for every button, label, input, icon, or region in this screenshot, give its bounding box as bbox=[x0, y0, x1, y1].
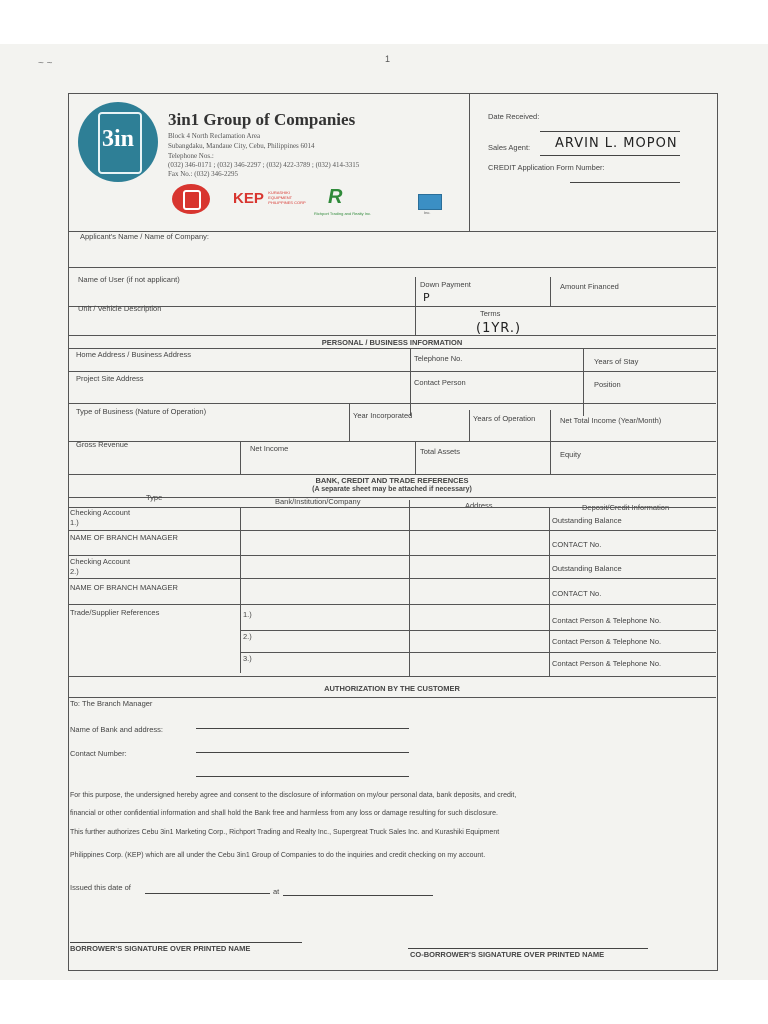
contact-person-tel-3-label: Contact Person & Telephone No. bbox=[552, 659, 662, 668]
company-fax: Fax No.: (032) 346-2295 bbox=[168, 170, 238, 178]
col-deposit-label: Deposit/Credit Information bbox=[582, 503, 670, 512]
rule bbox=[349, 403, 350, 441]
richport-logo bbox=[328, 186, 342, 209]
form-border bbox=[68, 93, 718, 971]
contact-number-label: Contact Number: bbox=[70, 749, 127, 758]
kep-logo bbox=[233, 190, 308, 208]
terms-value: (1YR.) bbox=[476, 321, 522, 336]
rule bbox=[68, 306, 716, 307]
rule bbox=[68, 530, 716, 531]
rule bbox=[68, 507, 716, 508]
rule bbox=[68, 555, 716, 556]
page-number: 1 bbox=[385, 54, 391, 64]
year-incorporated-label: Year Incorporated bbox=[353, 411, 413, 420]
personal-section-title: PERSONAL / BUSINESS INFORMATION bbox=[321, 338, 463, 347]
header-divider bbox=[469, 93, 470, 231]
project-site-label: Project Site Address bbox=[76, 374, 144, 383]
rule bbox=[68, 497, 716, 498]
col-type-label: Type bbox=[146, 493, 163, 502]
outstanding-balance-2-label: Outstanding Balance bbox=[552, 564, 622, 573]
contact-person-label: Contact Person bbox=[414, 378, 466, 387]
outstanding-balance-1-label: Outstanding Balance bbox=[552, 516, 622, 525]
company-name: 3in1 Group of Companies bbox=[168, 110, 356, 129]
supergreat-logo-subtext: Inc. bbox=[424, 210, 431, 215]
unit-description-label: Unit / Vehicle Description bbox=[78, 304, 162, 313]
to-branch-manager-label: To: The Branch Manager bbox=[70, 699, 153, 708]
rule bbox=[550, 410, 551, 474]
checking-account-1-number: 1.) bbox=[70, 518, 79, 527]
telephone-no-label: Telephone No. bbox=[414, 354, 463, 363]
rule bbox=[550, 277, 551, 306]
consent-line-2: financial or other confidential information and shall hold the Bank free and harmless from any loss or damage resulting for such disclosure. bbox=[70, 810, 499, 817]
total-assets-label: Total Assets bbox=[420, 447, 461, 456]
date-received-label: Date Received: bbox=[488, 112, 540, 121]
rule bbox=[68, 578, 716, 579]
rule bbox=[68, 441, 716, 442]
borrower-signature-line bbox=[70, 942, 302, 943]
down-payment-value: P bbox=[423, 291, 431, 304]
rule bbox=[583, 348, 584, 416]
terms-label: Terms bbox=[480, 309, 501, 318]
kep-logo-subtext: KURASHIKI EQUIPMENT PHILIPPINES CORP bbox=[268, 190, 306, 205]
coborrower-signature-label: CO-BORROWER'S SIGNATURE OVER PRINTED NAME bbox=[410, 950, 605, 959]
rule bbox=[415, 441, 416, 474]
sales-agent-label: Sales Agent: bbox=[488, 143, 531, 152]
trade-ref-2-number: 2.) bbox=[243, 632, 252, 641]
rule bbox=[240, 507, 241, 673]
rule bbox=[240, 652, 716, 653]
type-of-business-label: Type of Business (Nature of Operation) bbox=[76, 407, 207, 416]
years-of-operation-label: Years of Operation bbox=[473, 414, 536, 423]
stray-mark: ~ ~ bbox=[38, 58, 53, 69]
rule bbox=[409, 500, 410, 676]
rule bbox=[68, 335, 716, 336]
branch-manager-2-label: NAME OF BRANCH MANAGER bbox=[70, 583, 178, 592]
kep-logo-text: KEP bbox=[233, 190, 264, 207]
header-logo bbox=[78, 102, 158, 182]
rule bbox=[68, 676, 716, 677]
logo-text: 3in bbox=[101, 126, 134, 152]
consent-line-3: This further authorizes Cebu 3in1 Marketing Corp., Richport Trading and Realty Inc., Supergreat Truck Sales Inc. and Kurashiki Equipment bbox=[70, 829, 500, 836]
contact-person-tel-1-label: Contact Person & Telephone No. bbox=[552, 616, 662, 625]
amount-financed-label: Amount Financed bbox=[560, 282, 619, 291]
rule bbox=[469, 410, 470, 441]
rule bbox=[68, 403, 716, 404]
consent-line-4: Philippines Corp. (KEP) which are all under the Cebu 3in1 Group of Companies to do the inquiries and credit checking on my account. bbox=[70, 852, 486, 859]
bank-and-address-label: Name of Bank and address: bbox=[70, 725, 163, 734]
trade-supplier-label: Trade/Supplier References bbox=[70, 608, 160, 617]
checking-account-2-label: Checking Account bbox=[70, 557, 131, 566]
net-total-income-label: Net Total Income (Year/Month) bbox=[560, 416, 662, 425]
coborrower-signature-line bbox=[408, 948, 648, 949]
rule bbox=[68, 267, 716, 268]
contact-number-line-2 bbox=[196, 776, 409, 777]
sales-agent-line bbox=[540, 155, 680, 156]
contact-no-2-label: CONTACT No. bbox=[552, 589, 602, 598]
net-income-label: Net Income bbox=[250, 444, 289, 453]
company-telephone-numbers: (032) 346-0171 ; (032) 346-2297 ; (032) 422-3789 ; (032) 414-3315 bbox=[168, 161, 360, 169]
bank-and-address-line bbox=[196, 728, 409, 729]
borrower-signature-label: BORROWER'S SIGNATURE OVER PRINTED NAME bbox=[70, 944, 251, 953]
3in1-marketing-logo bbox=[172, 184, 210, 214]
trade-ref-3-number: 3.) bbox=[243, 654, 252, 663]
date-received-line bbox=[540, 131, 680, 132]
checking-account-2-number: 2.) bbox=[70, 567, 79, 576]
col-bank-label: Bank/Institution/Company bbox=[275, 497, 361, 506]
credit-form-number-line bbox=[570, 182, 680, 183]
position-label: Position bbox=[594, 380, 621, 389]
richport-logo-subtext: Richport Trading and Realty Inc. bbox=[314, 211, 372, 216]
contact-person-tel-2-label: Contact Person & Telephone No. bbox=[552, 637, 662, 646]
company-address: Block 4 North Reclamation Area bbox=[168, 132, 261, 140]
branch-manager-1-label: NAME OF BRANCH MANAGER bbox=[70, 533, 178, 542]
authorization-section-title: AUTHORIZATION BY THE CUSTOMER bbox=[324, 684, 460, 693]
supergreat-logo bbox=[418, 194, 442, 210]
rule bbox=[410, 348, 411, 416]
bank-section-subtitle: (A separate sheet may be attached if necessary) bbox=[312, 486, 472, 493]
issued-date-line bbox=[145, 893, 270, 894]
down-payment-label: Down Payment bbox=[420, 280, 471, 289]
issued-date-label: Issued this date of bbox=[70, 883, 131, 892]
issued-at-label: at bbox=[273, 887, 280, 896]
credit-form-number-label: CREDIT Application Form Number: bbox=[488, 163, 605, 172]
rule bbox=[68, 371, 716, 372]
rule bbox=[68, 348, 716, 349]
consent-line-1: For this purpose, the undersigned hereby agree and consent to the disclosure of information on my/our personal data, bank deposits, and credit, bbox=[70, 792, 517, 799]
col-address-label: Address bbox=[465, 501, 493, 510]
rule bbox=[68, 697, 716, 698]
contact-no-1-label: CONTACT No. bbox=[552, 540, 602, 549]
company-telephone-label: Telephone Nos.: bbox=[168, 152, 214, 160]
rule bbox=[68, 604, 716, 605]
years-of-stay-label: Years of Stay bbox=[594, 357, 639, 366]
name-of-user-label: Name of User (if not applicant) bbox=[78, 275, 180, 284]
gross-revenue-label: Gross Revenue bbox=[76, 440, 129, 449]
applicant-name-label: Applicant's Name / Name of Company: bbox=[80, 232, 209, 241]
richport-logo-mark: R bbox=[328, 186, 343, 208]
bank-section-title: BANK, CREDIT AND TRADE REFERENCES bbox=[315, 476, 469, 485]
checking-account-1-label: Checking Account bbox=[70, 508, 131, 517]
rule bbox=[240, 441, 241, 474]
trade-ref-1-number: 1.) bbox=[243, 610, 252, 619]
equity-label: Equity bbox=[560, 450, 581, 459]
contact-number-line bbox=[196, 752, 409, 753]
rule bbox=[68, 474, 716, 475]
rule bbox=[240, 630, 716, 631]
issued-at-line bbox=[283, 895, 433, 896]
home-address-label: Home Address / Business Address bbox=[76, 350, 192, 359]
company-address-2: Subangdaku, Mandaue City, Cebu, Philippines 6014 bbox=[168, 142, 315, 150]
sales-agent-value: ARVIN L. MOPON bbox=[555, 136, 678, 151]
